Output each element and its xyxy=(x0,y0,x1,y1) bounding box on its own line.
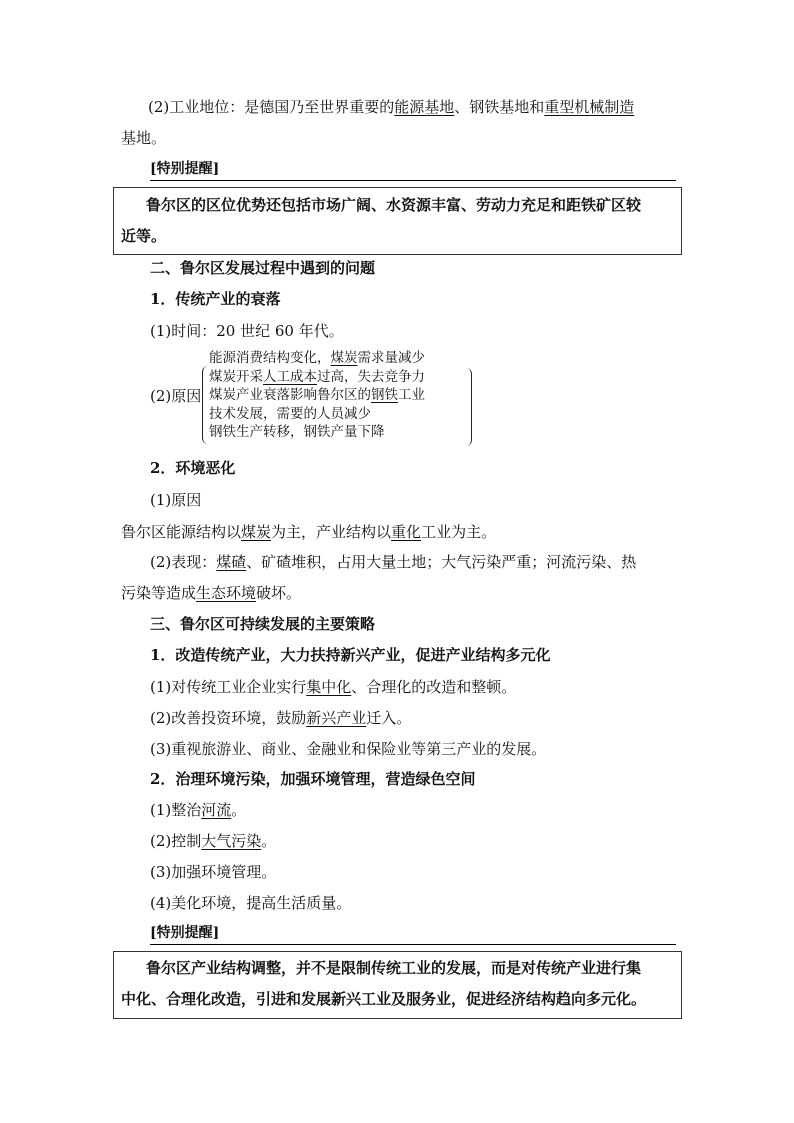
industry-status-line2: 基地。 xyxy=(121,129,167,147)
reason-item: 技术发展，需要的人员减少 xyxy=(209,405,371,422)
section3-heading: 三、鲁尔区可持续发展的主要策略 xyxy=(150,615,376,633)
tip-box-1-line1: 鲁尔区的区位优势还包括市场广阔、水资源丰富、劳动力充足和距铁矿区较 xyxy=(146,196,642,214)
section3-sub2: 2．治理环境污染，加强环境管理，营造绿色空间 xyxy=(150,770,476,788)
tip-label-1: [特别提醒] xyxy=(150,160,676,181)
right-brace xyxy=(465,368,472,446)
env-reason-text: 鲁尔区能源结构以煤炭为主，产业结构以重化工业为主。 xyxy=(121,523,497,541)
strategy-item-3: (3)重视旅游业、商业、金融业和保险业等第三产业的发展。 xyxy=(150,740,547,758)
env-show-line1: (2)表现：煤碴、矿碴堆积，占用大量土地；大气污染严重；河流污染、热 xyxy=(150,553,637,571)
tip-box-1 xyxy=(113,187,682,255)
section3-sub1: 1．改造传统产业，大力扶持新兴产业，促进产业结构多元化 xyxy=(150,646,551,664)
industry-status-line1: (2)工业地位：是德国乃至世界重要的能源基地、钢铁基地和重型机械制造 xyxy=(148,98,635,116)
tip-label-2: [特别提醒] xyxy=(150,924,676,945)
section2-heading: 二、鲁尔区发展过程中遇到的问题 xyxy=(150,259,376,277)
reason-item: 煤炭开采人工成本过高，失去竞争力 xyxy=(209,368,425,385)
env-item-1: (1)整治河流。 xyxy=(150,801,247,819)
reason-item: 煤炭产业衰落影响鲁尔区的钢铁工业 xyxy=(209,387,425,403)
env-item-3: (3)加强环境管理。 xyxy=(150,863,277,881)
tip-box-2-line2: 中化、合理化改造，引进和发展新兴工业及服务业，促进经济结构趋向多元化。 xyxy=(121,990,647,1008)
env-show-line2: 污染等造成生态环境破坏。 xyxy=(121,584,302,602)
section2-sub1: 1．传统产业的衰落 xyxy=(150,290,281,308)
env-reason-label: (1)原因 xyxy=(150,491,202,509)
decline-reasons-list xyxy=(209,349,425,442)
decline-time: (1)时间：20 世纪 60 年代。 xyxy=(150,322,344,340)
tip-box-1-line2: 近等。 xyxy=(121,227,167,245)
strategy-item-1: (1)对传统工业企业实行集中化、合理化的改造和整顿。 xyxy=(150,678,517,696)
left-brace xyxy=(202,366,209,444)
env-item-4: (4)美化环境，提高生活质量。 xyxy=(150,894,352,912)
reason-item: 钢铁生产转移，钢铁产量下降 xyxy=(209,424,385,440)
section2-sub2: 2．环境恶化 xyxy=(150,459,236,477)
strategy-item-2: (2)改善投资环境，鼓励新兴产业迁入。 xyxy=(150,709,412,727)
tip-box-2-line1: 鲁尔区产业结构调整，并不是限制传统工业的发展，而是对传统产业进行集 xyxy=(146,959,642,977)
tip-box-2 xyxy=(113,951,682,1019)
reason-item: 能源消费结构变化，煤炭需求量减少 xyxy=(209,350,425,366)
decline-reason-label: (2)原因 xyxy=(150,387,202,405)
env-item-2: (2)控制大气污染。 xyxy=(150,832,277,850)
